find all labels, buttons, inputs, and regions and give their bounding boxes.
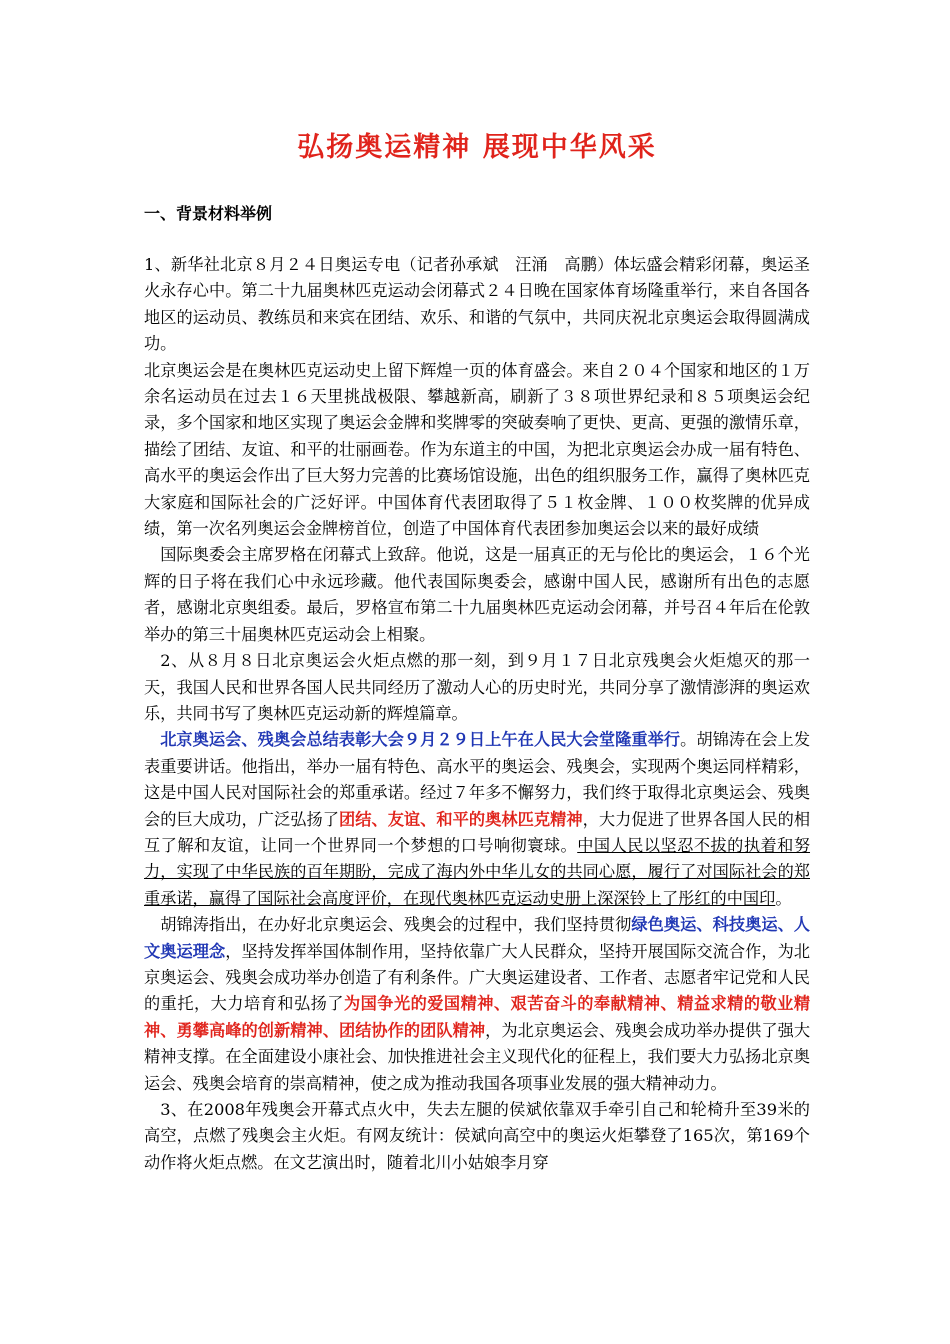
paragraph-6-text-a: 胡锦涛指出，在办好北京奥运会、残奥会的过程中，我们坚持贯彻 [160, 915, 632, 935]
paragraph-5-text-b: ，大力促进了世界各国人民的相互了解和友谊，让同一个世界同一个梦想的口号响彻寰球。 [144, 809, 811, 855]
paragraph-7: 3、在2008年残奥会开幕式点火中，失去左腿的侯斌依靠双手牵引自己和轮椅升至39米的高空，点燃了残奥会主火炬。有网友统计：侯斌向高空中的奥运火炬攀登了165次，第169个动作将火炬点燃。在文艺演出时，随着北川小姑娘李月穿 [144, 1100, 810, 1172]
paragraph-5-end: 。 [775, 888, 792, 908]
highlight-blue-concepts: 绿色奥运、科技奥运、人文奥运理念 [144, 915, 810, 961]
highlight-red-spirits: 为国争光的爱国精神、艰苦奋斗的奉献精神、精益求精的敬业精神、勇攀高峰的创新精神、团结协作的团队精神 [144, 994, 811, 1040]
paragraph-2: 北京奥运会是在奥林匹克运动史上留下辉煌一页的体育盛会。来自２０４个国家和地区的１万余名运动员在过去１６天里挑战极限、攀越新高，刷新了３８项世界纪录和８５项奥运会纪录，多个国家和地区实现了奥运会金牌和奖牌零的突破奏响了更快、更高、更强的激情乐章，描绘了团结、友谊、和平的壮丽画卷。作为东道主的中国，为把北京奥运会办成一届有特色、高水平的奥运会作出了巨大努力完善的比赛场馆设施，出色的组织服务工作，赢得了奥林匹克大家庭和国际社会的广泛好评。中国体育代表团取得了５１枚金牌、１００枚奖牌的优异成绩，第一次名列奥运会金牌榜首位，创造了中国体育代表团参加奥运会以来的最好成绩 [144, 360, 810, 539]
paragraph-6-text-c: ，为北京奥运会、残奥会成功举办提供了强大精神支撑。在全面建设小康社会、加快推进社会主义现代化的征程上，我们要大力弘扬北京奥运会、残奥会培育的崇高精神，使之成为推动我国各项事业发展的强大精神动力。 [144, 1020, 811, 1093]
paragraph-4: 2、从８月８日北京奥运会火炬点燃的那一刻，到９月１７日北京残奥会火炬熄灭的那一天，我国人民和世界各国人民共同经历了激动人心的历史时光，共同分享了激情澎湃的奥运欢乐，共同书写了奥林匹克运动新的辉煌篇章。 [144, 651, 810, 723]
underlined-text: 中国人民以坚忍不拔的执着和努力，实现了中华民族的百年期盼，完成了海内外中华儿女的共同心愿，履行了对国际社会的郑重承诺，赢得了国际社会高度评价，在现代奥林匹克运动史册上深深铃上了彤红的中国印 [144, 835, 811, 908]
highlight-red-olympic-spirit: 团结、友谊、和平的奥林匹克精神 [338, 809, 583, 829]
highlight-blue-event: 北京奥运会、残奥会总结表彰大会９月２９日上午在人民大会堂隆重举行 [160, 730, 681, 750]
paragraph-5 [144, 727, 810, 912]
section-heading: 一、背景材料举例 [144, 204, 273, 223]
paragraph-1: 1、新华社北京８月２４日奥运专电（记者孙承斌 汪涌 高鹏）体坛盛会精彩闭幕，奥运圣火永存心中。第二十九届奥林匹克运动会闭幕式２４日晚在国家体育场隆重举行，来自各国各地区的运动员、教练员和来宾在团结、欢乐、和谐的气氛中，共同庆祝北京奥运会取得圆满成功。 [144, 255, 810, 354]
paragraph-5-text-a: 。胡锦涛在会上发表重要讲话。他指出，举办一届有特色、高水平的奥运会、残奥会，实现两个奥运同样精彩，这是中国人民对国际社会的郑重承诺。经过７年多不懈努力，我们终于取得北京奥运会、残奥会的巨大成功，广泛弘扬了 [144, 730, 811, 829]
paragraph-6-text-b: ，坚持发挥举国体制作用，坚持依靠广大人民群众，坚持开展国际交流合作，为北京奥运会、残奥会成功举办创造了有利条件。广大奥运建设者、工作者、志愿者牢记党和人民的重托，大力培育和弘扬了 [144, 941, 811, 1014]
paragraph-6 [144, 912, 810, 1097]
paragraph-3: 国际奥委会主席罗格在闭幕式上致辞。他说，这是一届真正的无与伦比的奥运会，１６个光辉的日子将在我们心中永远珍藏。他代表国际奥委会，感谢中国人民，感谢所有出色的志愿者，感谢北京奥组委。最后，罗格宣布第二十九届奥林匹克运动会闭幕，并号召４年后在伦敦举办的第三十届奥林匹克运动会上相聚。 [144, 545, 810, 644]
document-title: 弘扬奥运精神 展现中华风采 [297, 132, 657, 163]
